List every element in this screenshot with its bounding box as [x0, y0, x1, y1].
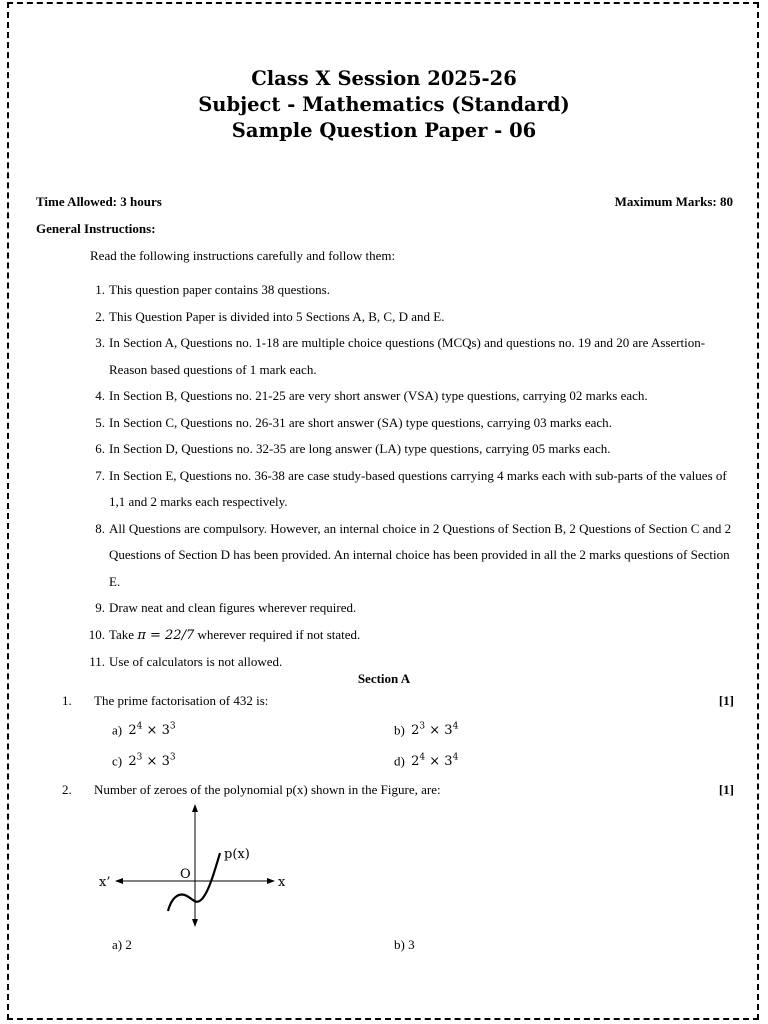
option-expression: $2^3 \times 3^4$ — [411, 722, 459, 739]
option-a[interactable] — [112, 937, 132, 953]
instruction-text: All Questions are compulsory. However, an internal choice in 2 Questions of Section B, 2 Questions of Section C and 2 Questions of Section D has been provided. An internal choice has been provided in all the 2 marks questions of Section E. — [109, 520, 732, 589]
instruction-number: 5. — [95, 414, 105, 430]
instruction-text-after: wherever required if not stated. — [197, 626, 361, 642]
instruction-number: 1. — [95, 282, 105, 297]
question-marks: [1] — [718, 782, 734, 797]
instructions-intro: Read the following instructions carefully and follow them: — [90, 248, 396, 263]
instruction-number: 2. — [95, 308, 105, 324]
question-text: The prime factorisation of 432 is: — [94, 693, 269, 708]
option-label: c) — [112, 753, 123, 769]
instruction-text: Use of calculators is not allowed. — [109, 654, 283, 669]
instruction-text: In Section A, Questions no. 1-18 are multiple choice questions (MCQs) and questions no. 19 and 20 are Assertion-Reason based questions of 1 mark each. — [109, 335, 706, 377]
instruction-text: Draw neat and clean figures wherever required. — [109, 600, 357, 615]
option-label: a) — [112, 937, 123, 952]
x-axis-right-arrow-icon — [267, 878, 275, 884]
option-expression: $2^3 \times 3^3$ — [128, 753, 176, 770]
title-line-class-session: Class X Session 2025-26 — [251, 67, 517, 90]
general-instructions-heading: General Instructions: — [36, 221, 156, 236]
instruction-number: 7. — [95, 467, 105, 483]
instruction-item — [82, 622, 734, 650]
option-label: b) — [394, 722, 405, 738]
instruction-text: In Section D, Questions no. 32-35 are long answer (LA) type questions, carrying 05 marks each. — [109, 441, 611, 456]
instruction-item — [82, 595, 734, 622]
option-expression: $2^4 \times 3^3$ — [128, 722, 176, 739]
instruction-text: In Section C, Questions no. 26-31 are short answer (SA) type questions, carrying 03 marks each. — [109, 414, 612, 430]
option-value: 3 — [408, 937, 415, 952]
x-axis-left-arrow-icon — [115, 878, 123, 884]
instruction-item — [82, 330, 734, 383]
option-c[interactable] — [112, 753, 176, 769]
instruction-number: 11. — [89, 654, 105, 669]
option-a[interactable] — [112, 722, 176, 738]
option-label: b) — [394, 937, 405, 952]
instruction-text: This question paper contains 38 questions. — [109, 282, 330, 297]
instruction-text: In Section E, Questions no. 36-38 are case study-based questions carrying 4 marks each with sub-parts of the values of 1,1 and 2 marks each respectively. — [109, 467, 727, 509]
question-number: 2. — [62, 782, 72, 797]
polynomial-graph-figure — [96, 800, 296, 930]
instruction-item — [82, 410, 734, 437]
instruction-number: 10. — [88, 626, 105, 642]
instruction-item — [82, 516, 734, 596]
instruction-item — [82, 463, 734, 516]
instruction-number: 6. — [95, 441, 105, 456]
paper-title — [0, 66, 768, 144]
instruction-number: 3. — [95, 335, 105, 350]
instruction-text: This Question Paper is divided into 5 Sections A, B, C, D and E. — [109, 308, 445, 324]
instruction-item — [82, 383, 734, 410]
instruction-text: In Section B, Questions no. 21-25 are very short answer (VSA) type questions, carrying 02 marks each. — [109, 388, 648, 403]
question-number: 1. — [62, 693, 72, 708]
option-b[interactable] — [394, 937, 415, 953]
instruction-text-before: Take — [109, 626, 135, 642]
instruction-number: 4. — [95, 388, 105, 403]
maximum-marks: Maximum Marks: 80 — [614, 194, 733, 209]
question-text: Number of zeroes of the polynomial p(x) shown in the Figure, are: — [94, 782, 441, 797]
instruction-number: 9. — [95, 600, 105, 615]
y-axis-up-arrow-icon — [192, 804, 198, 812]
section-a-heading: Section A — [357, 671, 411, 686]
option-label: d) — [394, 753, 405, 769]
title-line-paper: Sample Question Paper - 06 — [231, 119, 537, 142]
option-label: a) — [112, 722, 123, 738]
curve-label: p(x) — [224, 847, 250, 862]
title-line-subject: Subject - Mathematics (Standard) — [198, 93, 570, 116]
option-value: 2 — [125, 937, 132, 952]
instruction-item — [82, 304, 734, 331]
x-negative-label: x’ — [99, 875, 111, 890]
origin-label: O — [180, 867, 191, 882]
x-positive-label: x — [278, 875, 286, 890]
instructions-list — [82, 277, 734, 676]
polynomial-curve — [168, 853, 220, 911]
option-d[interactable] — [394, 753, 458, 769]
instruction-item — [82, 436, 734, 463]
instruction-number: 8. — [95, 520, 105, 536]
option-expression: $2^4 \times 3^4$ — [411, 753, 459, 770]
question-marks: [1] — [718, 693, 734, 708]
pi-formula: π = 22/7 — [137, 627, 195, 643]
instruction-item — [82, 277, 734, 304]
option-b[interactable] — [394, 722, 458, 738]
time-allowed: Time Allowed: 3 hours — [36, 194, 162, 209]
y-axis-down-arrow-icon — [192, 919, 198, 927]
